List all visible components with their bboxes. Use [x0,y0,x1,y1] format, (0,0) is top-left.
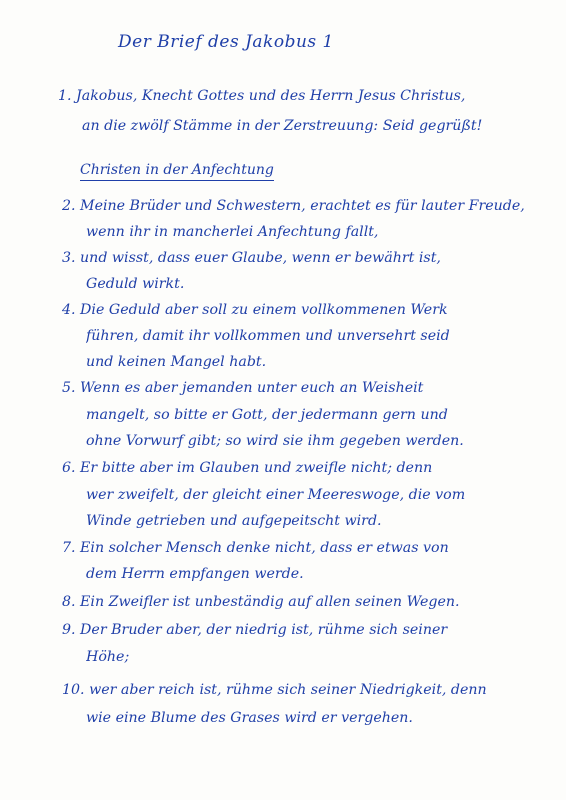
text-line: 2. Meine Brüder und Schwestern, erachtet es für lauter Freude, [62,198,525,214]
text-line: 8. Ein Zweifler ist unbeständig auf allen seinen Wegen. [62,594,460,610]
text-line: wie eine Blume des Grases wird er vergehen. [86,710,413,726]
text-line: 4. Die Geduld aber soll zu einem vollkommenen Werk [62,302,448,318]
text-line: und keinen Mangel habt. [86,354,267,370]
text-line: 10. wer aber reich ist, rühme sich seiner Niedrigkeit, denn [62,682,487,698]
text-line: 9. Der Bruder aber, der niedrig ist, rühme sich seiner [62,622,448,638]
text-line: Höhe; [86,649,130,665]
text-line: Winde getrieben und aufgepeitscht wird. [86,513,382,529]
text-line: führen, damit ihr vollkommen und unversehrt seid [86,328,450,344]
text-line: 1. Jakobus, Knecht Gottes und des Herrn Jesus Christus, [58,88,466,104]
text-line: wer zweifelt, der gleicht einer Meereswoge, die vom [86,487,466,503]
text-line: Geduld wirkt. [86,276,185,292]
text-line: dem Herrn empfangen werde. [86,566,304,582]
text-line: 7. Ein solcher Mensch denke nicht, dass er etwas von [62,540,449,556]
text-line: ohne Vorwurf gibt; so wird sie ihm gegeben werden. [86,433,464,449]
page-title: Der Brief des Jakobus 1 [118,32,334,52]
text-line: 3. und wisst, dass euer Glaube, wenn er bewährt ist, [62,250,441,266]
text-line: 5. Wenn es aber jemanden unter euch an Weisheit [62,380,424,396]
text-line: an die zwölf Stämme in der Zerstreuung: Seid gegrüßt! [82,118,483,134]
section-heading: Christen in der Anfechtung [80,162,274,181]
text-line: 6. Er bitte aber im Glauben und zweifle nicht; denn [62,460,433,476]
text-line: wenn ihr in mancherlei Anfechtung fallt, [86,224,379,240]
text-line: mangelt, so bitte er Gott, der jedermann gern und [86,407,448,423]
